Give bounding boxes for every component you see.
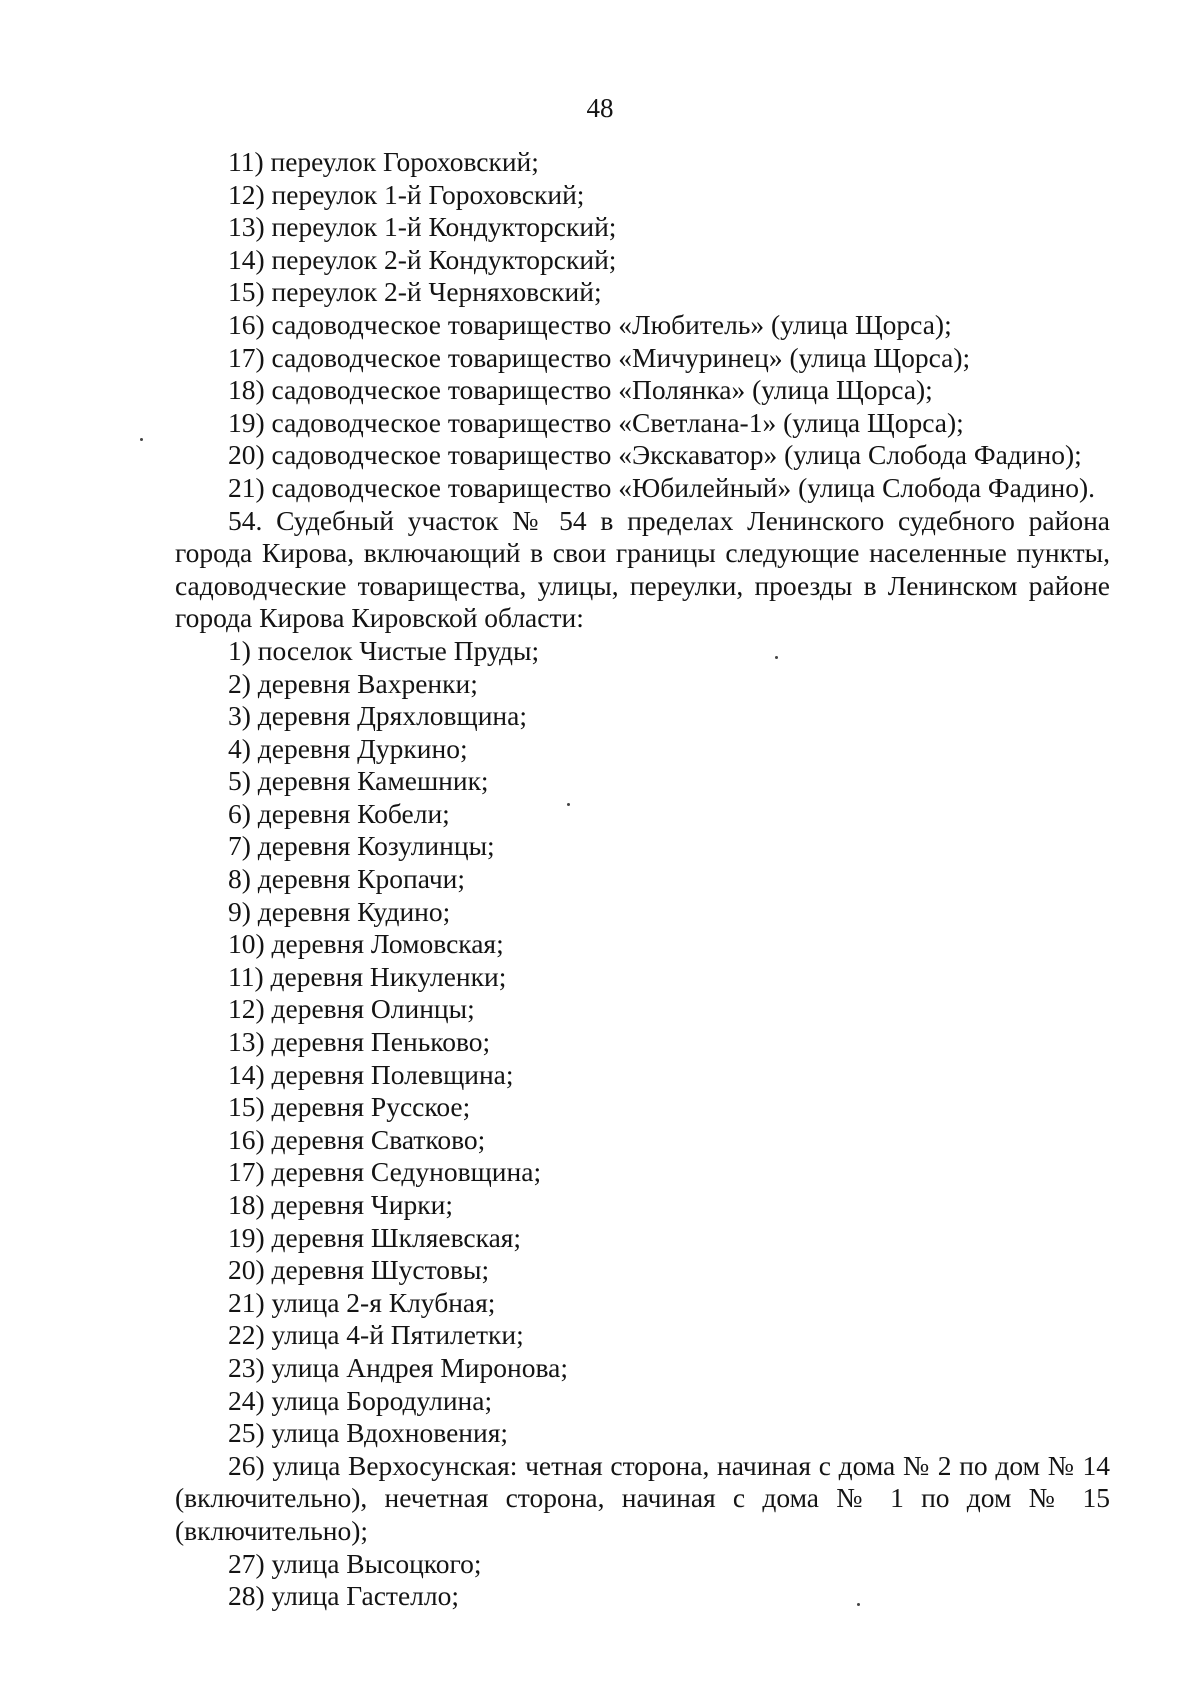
list-item: 7) деревня Козулинцы; — [228, 830, 495, 862]
section-54-paragraph: 54. Судебный участок № 54 в пределах Ленинского судебного района города Кирова, включающий в свои границы следующие населенные пункты, садоводческие товарищества, улицы, переулки, проезды в Ленинском районе города Кирова Кировской области: — [175, 504, 1110, 634]
list-item: 2) деревня Вахренки; — [228, 667, 478, 699]
list-item: 19) садоводческое товарищество «Светлана-1» (улица Щорса); — [228, 406, 964, 438]
list-item: 21) улица 2-я Клубная; — [228, 1286, 496, 1318]
scan-speck — [140, 438, 143, 441]
list-item: 5) деревня Камешник; — [228, 765, 489, 797]
list-a — [175, 146, 1110, 505]
list-item: 1) поселок Чистые Пруды; — [228, 634, 540, 666]
list-item: 18) садоводческое товарищество «Полянка» (улица Щорса); — [228, 374, 933, 406]
list-item: 11) переулок Гороховский; — [228, 146, 539, 177]
list-item: 3) деревня Дряхловщина; — [228, 700, 527, 732]
page-number: 48 — [586, 93, 614, 123]
list-item: 16) садоводческое товарищество «Любитель» (улица Щорса); — [228, 308, 952, 340]
list-item: 13) переулок 1-й Кондукторский; — [228, 211, 617, 243]
list-item: 8) деревня Кропачи; — [228, 863, 466, 895]
list-item: 22) улица 4-й Пятилетки; — [228, 1319, 524, 1351]
list-item: 28) улица Гастелло; — [228, 1580, 459, 1612]
list-item: 24) улица Бородулина; — [228, 1384, 493, 1416]
document-body — [175, 146, 1110, 1613]
list-item: 15) переулок 2-й Черняховский; — [228, 276, 602, 308]
list-item: 19) деревня Шкляевская; — [228, 1221, 522, 1253]
list-item: 12) переулок 1-й Гороховский; — [228, 178, 585, 210]
scan-speck — [857, 1603, 860, 1606]
list-item: 4) деревня Дуркино; — [228, 732, 468, 764]
scan-speck — [775, 656, 778, 659]
list-item: 14) переулок 2-й Кондукторский; — [228, 243, 617, 275]
list-item-26-paragraph: 26) улица Верхосунская: четная сторона, начиная с дома № 2 по дом № 14 (включительно), нечетная сторона, начиная с дома № 1 по дом № 15 (включительно); — [175, 1449, 1110, 1546]
list-item: 17) деревня Седуновщина; — [228, 1156, 542, 1188]
list-item: 14) деревня Полевщина; — [228, 1058, 514, 1090]
list-item: 11) деревня Никуленки; — [228, 960, 507, 992]
list-item: 13) деревня Пеньково; — [228, 1026, 491, 1058]
list-item: 17) садоводческое товарищество «Мичуринец» (улица Щорса); — [228, 341, 971, 373]
list-item: 20) садоводческое товарищество «Экскаватор» (улица Слобода Фадино); — [228, 439, 1082, 471]
list-item: 16) деревня Сватково; — [228, 1123, 486, 1155]
list-item: 9) деревня Кудино; — [228, 895, 451, 927]
list-item: 6) деревня Кобели; — [228, 797, 450, 829]
list-b — [175, 635, 1110, 1450]
list-item: 23) улица Андрея Миронова; — [228, 1351, 568, 1383]
list-item: 15) деревня Русское; — [228, 1091, 471, 1123]
list-item: 12) деревня Олинцы; — [228, 993, 475, 1025]
list-item: 10) деревня Ломовская; — [228, 928, 504, 960]
list-item: 27) улица Высоцкого; — [228, 1547, 482, 1579]
list-item: 20) деревня Шустовы; — [228, 1254, 490, 1286]
list-c — [175, 1548, 1110, 1613]
list-item: 21) садоводческое товарищество «Юбилейный» (улица Слобода Фадино). — [228, 471, 1096, 503]
scan-speck — [567, 803, 570, 806]
list-item: 18) деревня Чирки; — [228, 1189, 453, 1220]
list-item: 25) улица Вдохновения; — [228, 1417, 508, 1449]
